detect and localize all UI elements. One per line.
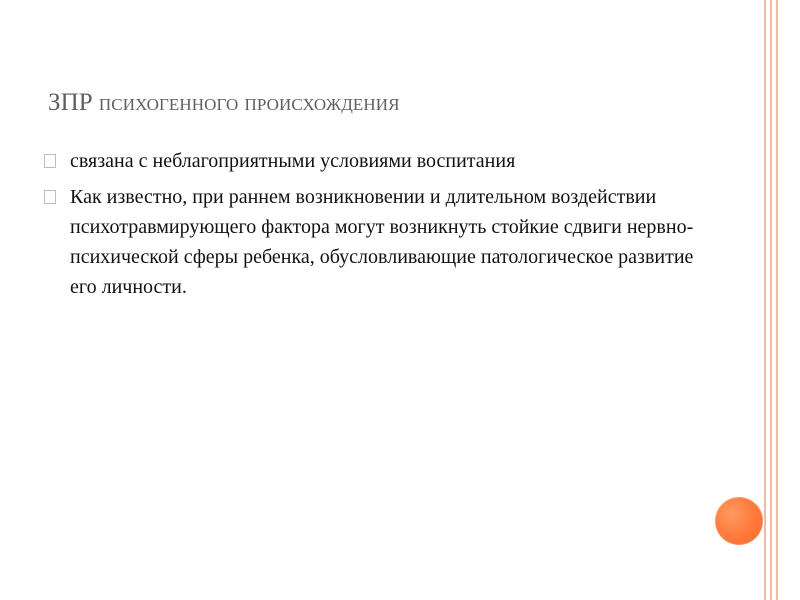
slide-title <box>48 86 400 120</box>
bullet-item-2 <box>44 182 694 302</box>
square-bullet-icon <box>44 154 56 168</box>
orange-circle-icon <box>715 497 763 545</box>
bullet-list <box>44 146 694 308</box>
slide-title-main: ЗПР <box>48 89 93 116</box>
square-bullet-icon <box>44 190 56 204</box>
slide-title-rest: психогенного происхождения <box>92 90 400 116</box>
bullet-text-1: связана с неблагоприятными условиями воспитания <box>70 150 516 172</box>
bullet-item-1 <box>44 146 694 176</box>
bullet-text-2: Как известно, при раннем возникновении и длительном воздействии психотравмирующего фактора могут возникнуть стойкие сдвиги нервно-психической сферы ребенка, обусловливающие патологическое развитие его личности. <box>70 186 694 298</box>
